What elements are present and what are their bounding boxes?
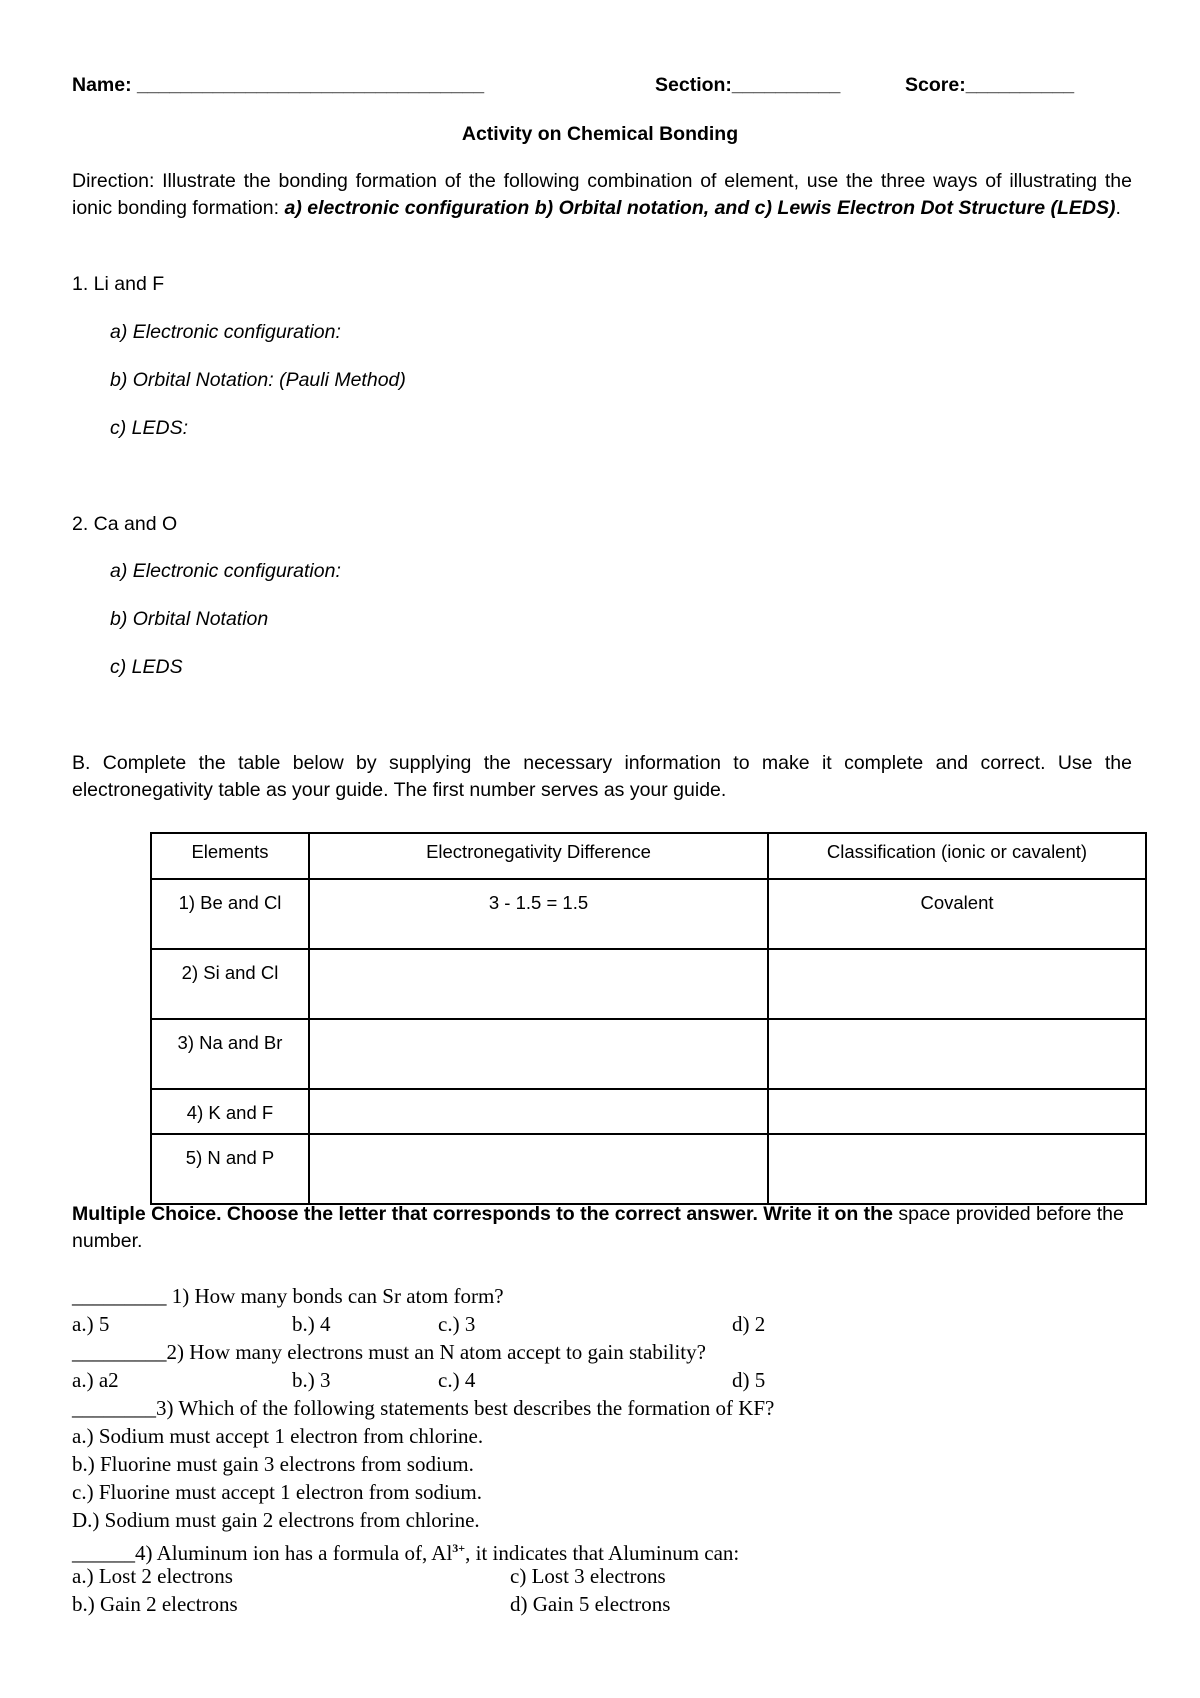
q2-option-c: c.) 4	[438, 1368, 476, 1392]
table-row	[151, 1134, 1146, 1204]
item1-electronic-config: a) Electronic configuration:	[110, 321, 341, 343]
row-classification[interactable]	[769, 950, 1145, 960]
item2-leds: c) LEDS	[110, 656, 183, 678]
partB-instructions: B. Complete the table below by supplying the necessary information to make it complete and correct. Use the electronegativity table as your guide. The first number serves as your guide.	[72, 752, 1132, 801]
direction-emphasis: a) electronic configuration b) Orbital notation, and c) Lewis Electron Dot Structure (LEDS)	[284, 197, 1116, 219]
item1-leds: c) LEDS:	[110, 417, 189, 439]
q1-option-c: c.) 3	[438, 1312, 476, 1336]
q4-option-a: a.) Lost 2 electrons	[72, 1564, 233, 1588]
q2-text[interactable]: _________2) How many electrons must an N atom accept to gain stability?	[72, 1340, 706, 1364]
electronegativity-table	[150, 832, 1147, 1205]
score-field[interactable]: Score:__________	[905, 74, 1075, 96]
table-row	[151, 949, 1146, 1019]
q4-option-c: c) Lost 3 electrons	[510, 1564, 666, 1588]
mc-instruction-bold: Multiple Choice. Choose the letter that corresponds to the correct answer. Write it on the	[72, 1203, 893, 1225]
table-row	[151, 879, 1146, 949]
table-header-row	[151, 833, 1146, 879]
q4-text-after: , it indicates that Aluminum can:	[465, 1541, 740, 1565]
row-element: 3) Na and Br	[177, 1032, 283, 1053]
row-element: 5) N and P	[185, 1147, 275, 1168]
q4-option-b: b.) Gain 2 electrons	[72, 1592, 238, 1616]
row-difference[interactable]	[310, 1135, 767, 1145]
item1-orbital-notation: b) Orbital Notation: (Pauli Method)	[110, 369, 406, 391]
row-difference[interactable]	[310, 1090, 767, 1100]
q2-option-b: b.) 3	[292, 1368, 331, 1392]
item2-title: 2. Ca and O	[72, 513, 178, 535]
row-difference[interactable]	[310, 1020, 767, 1030]
item2-electronic-config: a) Electronic configuration:	[110, 560, 341, 582]
q4-text[interactable]	[72, 1535, 739, 1566]
direction-text: Direction: Illustrate the bonding formation of the following combination of element, use the three ways of illustrating the ionic bonding formation:	[72, 170, 1132, 219]
name-field[interactable]: Name: ________________________________	[72, 74, 485, 96]
direction-paragraph	[72, 168, 1132, 222]
q1-option-d: d) 2	[732, 1312, 766, 1336]
page-title: Activity on Chemical Bonding	[461, 123, 739, 145]
q2-option-d: d) 5	[732, 1368, 766, 1392]
row-classification[interactable]	[769, 1090, 1145, 1100]
q1-option-b: b.) 4	[292, 1312, 331, 1336]
row-element: 1) Be and Cl	[178, 892, 282, 913]
q3-option-c: c.) Fluorine must accept 1 electron from sodium.	[72, 1480, 482, 1504]
q4-option-d: d) Gain 5 electrons	[510, 1592, 671, 1616]
mc-instructions	[72, 1201, 1132, 1255]
table-row	[151, 1089, 1146, 1134]
header-difference: Electronegativity Difference	[426, 841, 651, 862]
q3-option-d: D.) Sodium must gain 2 electrons from chlorine.	[72, 1508, 480, 1532]
row-element: 4) K and F	[186, 1102, 274, 1123]
q4-text-before: ______4) Aluminum ion has a formula of, Al	[72, 1541, 453, 1565]
row-difference[interactable]: 3 - 1.5 = 1.5	[488, 892, 589, 913]
q3-option-b: b.) Fluorine must gain 3 electrons from sodium.	[72, 1452, 474, 1476]
row-element: 2) Si and Cl	[181, 962, 279, 983]
q3-option-a: a.) Sodium must accept 1 electron from chlorine.	[72, 1424, 484, 1448]
row-difference[interactable]	[310, 950, 767, 960]
mc-instruction-rest: space provided before the number.	[72, 1203, 1124, 1252]
q1-text[interactable]: _________ 1) How many bonds can Sr atom form?	[72, 1284, 504, 1308]
row-classification[interactable]	[769, 1020, 1145, 1030]
header-classification: Classification (ionic or cavalent)	[826, 841, 1088, 862]
section-field[interactable]: Section:__________	[655, 74, 841, 96]
table-row	[151, 1019, 1146, 1089]
row-classification[interactable]: Covalent	[920, 892, 994, 913]
direction-end: .	[1115, 197, 1121, 219]
row-classification[interactable]	[769, 1135, 1145, 1145]
header-elements: Elements	[191, 841, 269, 862]
q4-superscript: 3+	[452, 1541, 466, 1555]
item2-orbital-notation: b) Orbital Notation	[110, 608, 269, 630]
q1-option-a: a.) 5	[72, 1312, 110, 1336]
q3-text[interactable]: ________3) Which of the following statements best describes the formation of KF?	[72, 1396, 775, 1420]
item1-title: 1. Li and F	[72, 273, 165, 295]
q2-option-a: a.) a2	[72, 1368, 119, 1392]
